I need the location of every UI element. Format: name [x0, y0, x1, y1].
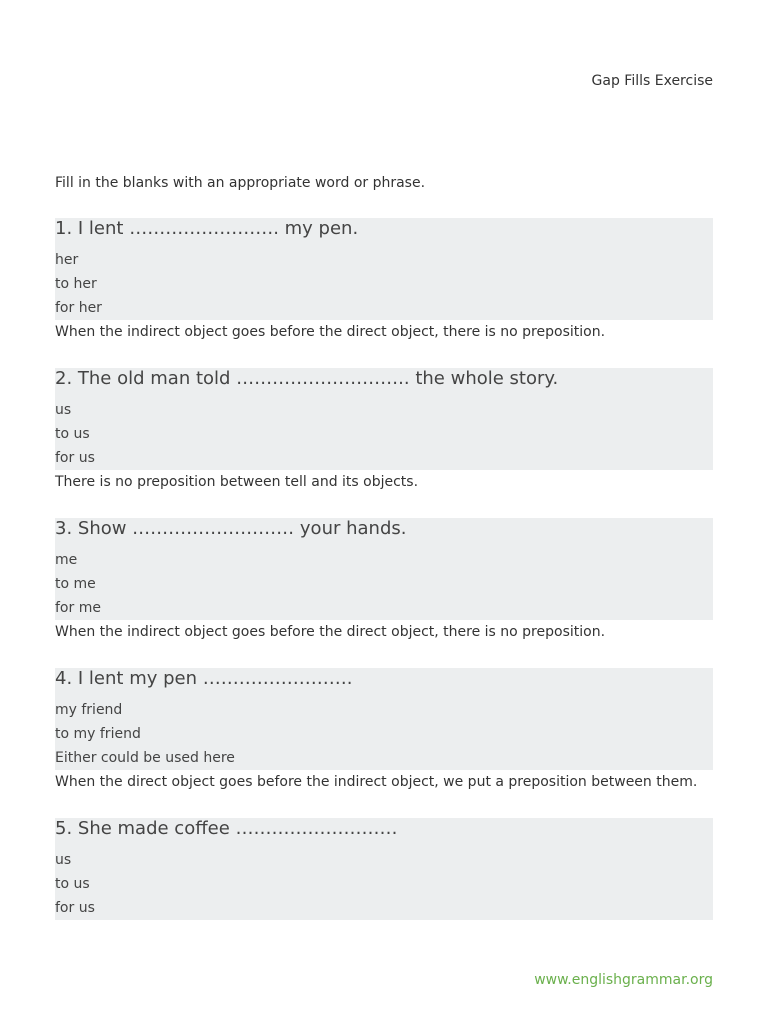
option[interactable]: to us: [55, 876, 90, 892]
options-list: [55, 548, 713, 620]
page-title: Gap Fills Exercise: [591, 73, 713, 89]
options-list: [55, 248, 713, 320]
option[interactable]: for us: [55, 450, 95, 466]
option[interactable]: to my friend: [55, 726, 141, 742]
question-box: [55, 518, 713, 620]
option[interactable]: her: [55, 252, 79, 268]
option[interactable]: for me: [55, 600, 101, 616]
instructions-text: Fill in the blanks with an appropriate word or phrase.: [55, 175, 426, 191]
question-2: [55, 368, 713, 494]
question-text: 5. She made coffee ………………………: [55, 818, 398, 839]
question-5: [55, 818, 713, 920]
option[interactable]: me: [55, 552, 78, 568]
question-box: [55, 818, 713, 920]
option[interactable]: to us: [55, 426, 90, 442]
option[interactable]: for her: [55, 300, 102, 316]
question-list: [55, 218, 713, 944]
option[interactable]: us: [55, 402, 72, 418]
option[interactable]: us: [55, 852, 72, 868]
question-text: 4. I lent my pen …………………….: [55, 668, 353, 689]
question-text: 1. I lent ……………………. my pen.: [55, 218, 359, 239]
question-box: [55, 218, 713, 320]
question-text: 2. The old man told ……………………….. the whole story.: [55, 368, 559, 389]
question-3: [55, 518, 713, 644]
question-text: 3. Show ……………………… your hands.: [55, 518, 407, 539]
explanation-text: When the indirect object goes before the direct object, there is no preposition.: [55, 324, 606, 340]
options-list: [55, 398, 713, 470]
question-box: [55, 368, 713, 470]
option[interactable]: to me: [55, 576, 96, 592]
option[interactable]: for us: [55, 900, 95, 916]
explanation-text: When the direct object goes before the indirect object, we put a preposition between them.: [55, 774, 698, 790]
question-4: [55, 668, 713, 794]
question-box: [55, 668, 713, 770]
explanation-text: There is no preposition between tell and its objects.: [55, 474, 419, 490]
option[interactable]: to her: [55, 276, 97, 292]
explanation-text: When the indirect object goes before the direct object, there is no preposition.: [55, 624, 606, 640]
option[interactable]: my friend: [55, 702, 123, 718]
options-list: [55, 848, 713, 920]
footer-website-link[interactable]: www.englishgrammar.org: [534, 972, 713, 988]
question-1: [55, 218, 713, 344]
option[interactable]: Either could be used here: [55, 750, 235, 766]
options-list: [55, 698, 713, 770]
